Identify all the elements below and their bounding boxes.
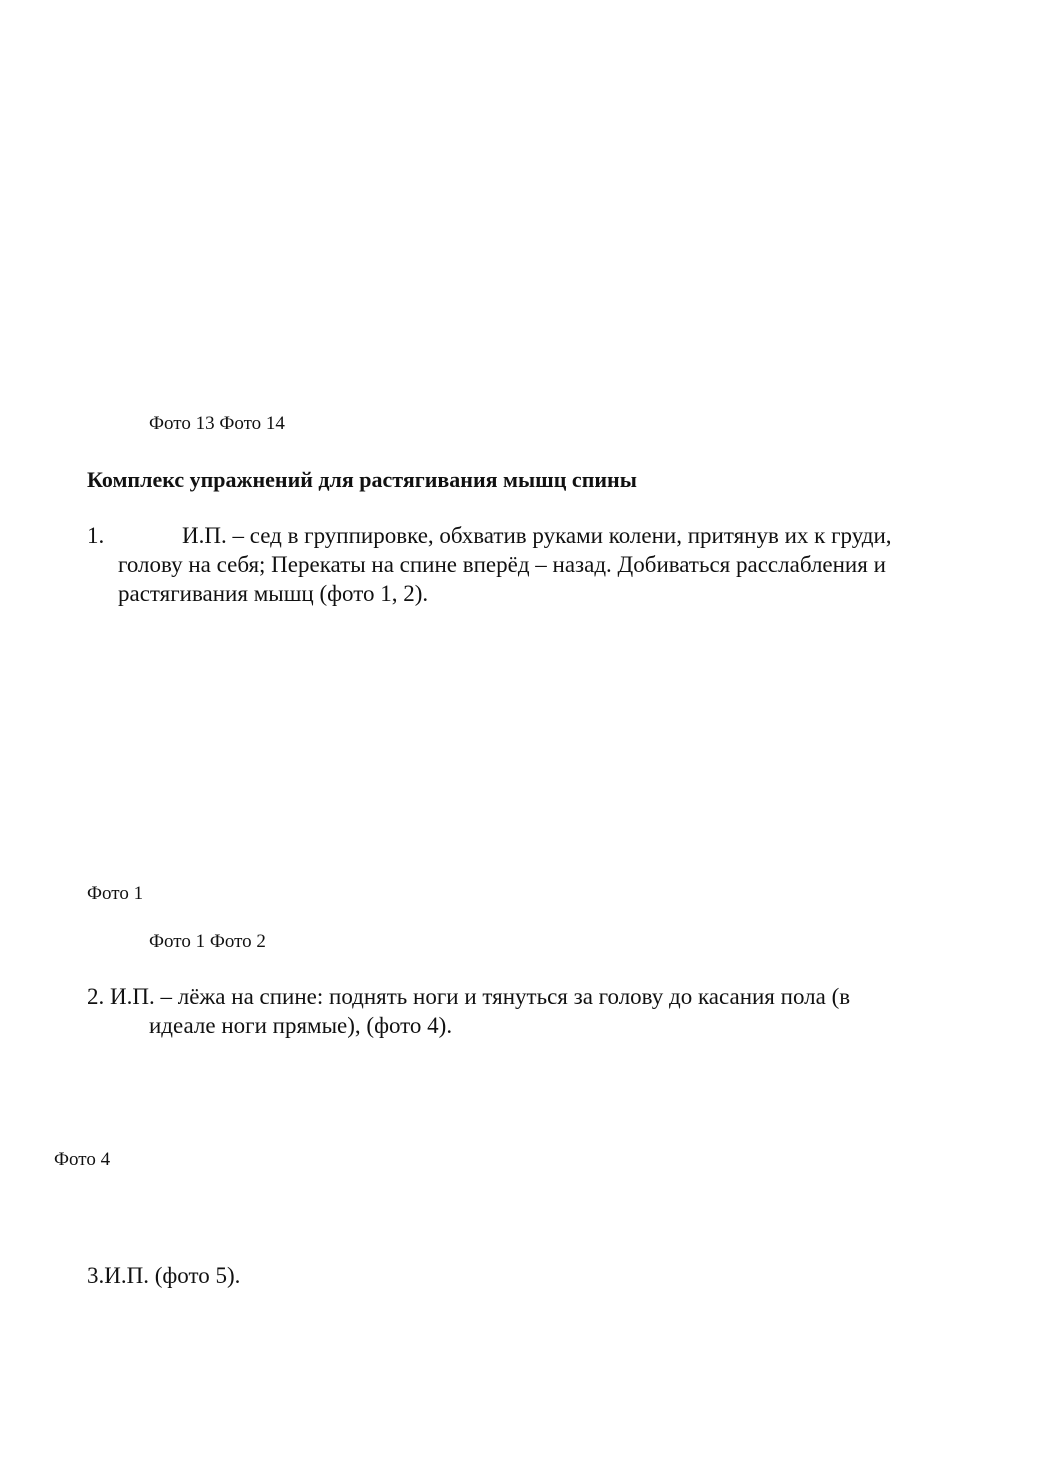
photo-caption-4: Фото 4 [54, 1149, 111, 1170]
exercise-item-1-line: растягивания мышц (фото 1, 2). [118, 581, 429, 606]
section-heading: Комплекс упражнений для растягивания мышц спины [87, 467, 637, 492]
exercise-item-1-line: голову на себя; Перекаты на спине вперёд – назад. Добиваться расслабления и [118, 552, 886, 577]
exercise-item-1-number: 1. [87, 523, 105, 548]
exercise-item-3: 3.И.П. (фото 5). [87, 1263, 241, 1288]
exercise-item-2-line: идеале ноги прямые), (фото 4). [149, 1013, 453, 1038]
exercise-item-1-line: И.П. – сед в группировке, обхватив руками колени, притянув их к груди, [182, 523, 892, 548]
photo-caption-1: Фото 1 [87, 883, 144, 904]
photo-caption-1-2: Фото 1 Фото 2 [149, 931, 266, 952]
photo-caption-13-14: Фото 13 Фото 14 [149, 413, 285, 434]
exercise-item-2-line: 2. И.П. – лёжа на спине: поднять ноги и тянуться за голову до касания пола (в [87, 984, 851, 1009]
